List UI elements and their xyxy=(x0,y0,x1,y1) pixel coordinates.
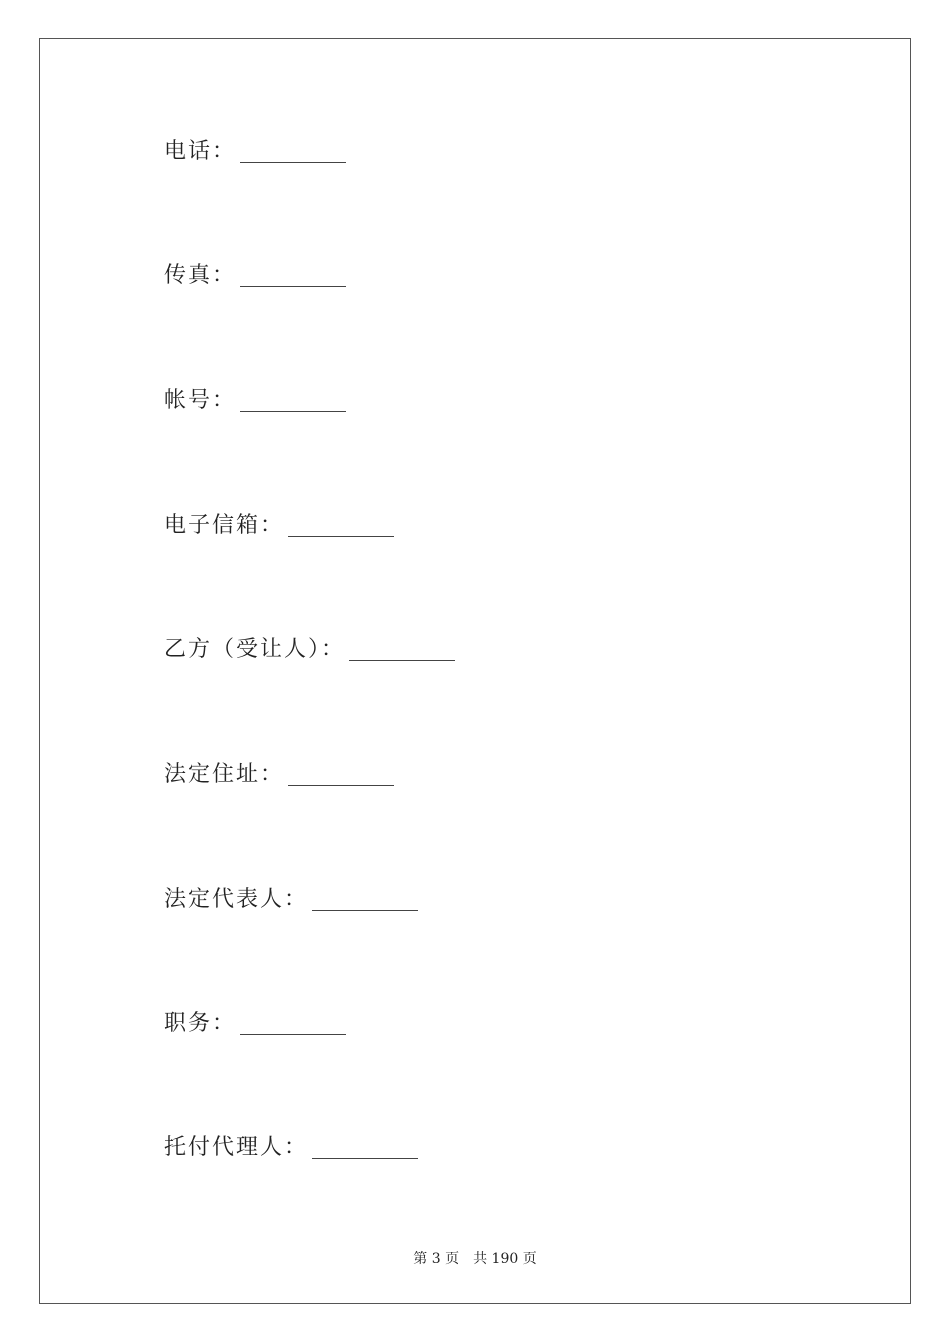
field-blank-line[interactable] xyxy=(312,910,418,911)
field-email xyxy=(164,508,394,540)
field-blank-line[interactable] xyxy=(240,286,346,287)
field-label: 职务： xyxy=(164,1011,237,1036)
field-account xyxy=(164,383,346,415)
page-frame xyxy=(39,38,911,1304)
field-blank-line[interactable] xyxy=(288,536,394,537)
field-blank-line[interactable] xyxy=(312,1158,418,1159)
field-label: 电子信箱： xyxy=(164,513,285,538)
field-fax xyxy=(164,258,346,290)
field-blank-line[interactable] xyxy=(240,1034,346,1035)
field-label: 帐号： xyxy=(164,388,237,413)
field-blank-line[interactable] xyxy=(288,785,394,786)
field-position xyxy=(164,1006,346,1038)
field-label: 电话： xyxy=(164,139,237,164)
field-label: 法定住址： xyxy=(164,762,285,787)
field-legal-representative xyxy=(164,882,418,914)
field-label: 法定代表人： xyxy=(164,887,309,912)
field-blank-line[interactable] xyxy=(240,162,346,163)
field-party-b xyxy=(164,632,455,664)
field-phone xyxy=(164,134,346,166)
field-blank-line[interactable] xyxy=(349,660,455,661)
field-label: 传真： xyxy=(164,263,237,288)
field-label: 乙方（受让人）： xyxy=(164,637,346,662)
field-legal-address xyxy=(164,757,394,789)
field-blank-line[interactable] xyxy=(240,411,346,412)
field-authorized-agent xyxy=(164,1130,418,1162)
page-number-footer: 第 3 页 共 190 页 xyxy=(413,1251,537,1267)
field-label: 托付代理人： xyxy=(164,1135,309,1160)
